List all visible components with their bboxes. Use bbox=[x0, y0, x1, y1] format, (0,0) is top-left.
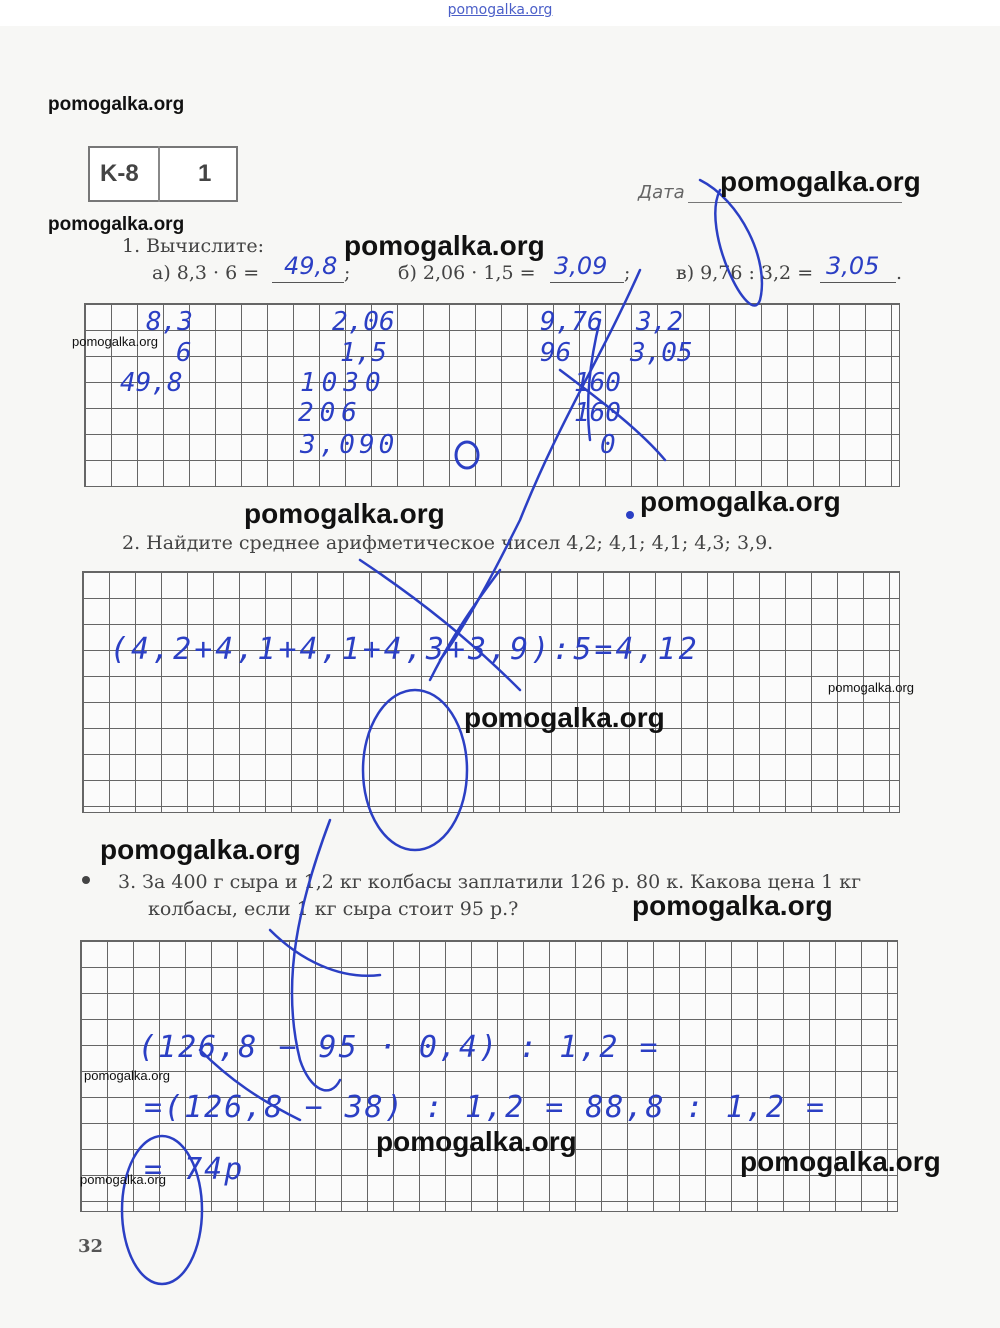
page-number: 32 bbox=[78, 1236, 104, 1257]
work-b-line4: 206 bbox=[298, 398, 363, 428]
badge-number: 1 bbox=[198, 160, 212, 187]
task1-b-answer: 3,09 bbox=[554, 252, 608, 280]
task1-a-semicolon: ; bbox=[344, 262, 351, 284]
task3-work-line2: =(126,8 − 38) : 1,2 = 88,8 : 1,2 = bbox=[144, 1090, 827, 1125]
watermark-9: pomogalka.org bbox=[464, 702, 665, 733]
work-c-sub1: 96 bbox=[540, 338, 572, 368]
task1-a-answer: 49,8 bbox=[284, 252, 338, 280]
task3-line2: колбасы, если 1 кг сыра стоит 95 р.? bbox=[148, 898, 519, 920]
work-b-line2: 1,5 bbox=[340, 338, 387, 368]
work-c-quotient: 3,05 bbox=[630, 338, 693, 368]
watermark-1: pomogalka.org bbox=[48, 94, 185, 115]
site-link[interactable]: pomogalka.org bbox=[447, 2, 553, 18]
task3-work-line1: (126,8 − 95 · 0,4) : 1,2 = bbox=[138, 1030, 660, 1065]
work-c-rem1: 160 bbox=[574, 368, 621, 398]
task2-work: (4,2+4,1+4,1+4,3+3,9):5=4,12 bbox=[110, 632, 700, 667]
task3-work-line3: = 74р bbox=[144, 1152, 245, 1187]
task1-a-expr: а) 8,3 · 6 = bbox=[152, 262, 260, 284]
watermark-3: pomogalka.org bbox=[720, 166, 921, 197]
work-c-rem2: 0 bbox=[600, 430, 616, 460]
watermark-4: pomogalka.org bbox=[344, 230, 545, 261]
watermark-8: pomogalka.org bbox=[828, 680, 914, 695]
watermark-15: pomogalka.org bbox=[80, 1172, 166, 1187]
watermark-11: pomogalka.org bbox=[632, 890, 833, 921]
work-b-line3: 1030 bbox=[300, 368, 387, 398]
watermark-13: pomogalka.org bbox=[376, 1126, 577, 1157]
watermark-10: pomogalka.org bbox=[100, 834, 301, 865]
watermark-2: pomogalka.org bbox=[48, 214, 185, 235]
task1-c-expr: в) 9,76 : 3,2 = bbox=[676, 262, 814, 284]
task1-c-period: . bbox=[896, 262, 903, 284]
task2-title: 2. Найдите среднее арифметическое чисел 4,2; 4,1; 4,1; 4,3; 3,9. bbox=[122, 532, 774, 554]
task3-line1: 3. За 400 г сыра и 1,2 кг колбасы заплатили 126 р. 80 к. Какова цена 1 кг bbox=[118, 871, 862, 893]
watermark-7: pomogalka.org bbox=[244, 498, 445, 529]
badge-code: K-8 bbox=[100, 160, 139, 187]
watermark-12: pomogalka.org bbox=[84, 1068, 170, 1083]
watermark-5: pomogalka.org bbox=[72, 334, 158, 349]
work-a-line1: 8,3 bbox=[146, 307, 193, 337]
watermark-14: pomogalka.org bbox=[740, 1146, 941, 1177]
task1-title: 1. Вычислите: bbox=[122, 235, 265, 257]
work-c-divisor: 3,2 bbox=[636, 307, 683, 337]
work-c-dividend: 9,76 bbox=[540, 307, 603, 337]
work-c-sub2: 160 bbox=[574, 398, 621, 428]
work-a-result: 49,8 bbox=[120, 368, 183, 398]
date-label: Дата bbox=[638, 182, 685, 203]
task1-b-semicolon: ; bbox=[624, 262, 631, 284]
work-b-result: 3,090 bbox=[300, 430, 399, 460]
work-a-line2: 6 bbox=[176, 338, 192, 368]
task1-b-expr: б) 2,06 · 1,5 = bbox=[398, 262, 536, 284]
work-b-line1: 2,06 bbox=[332, 307, 395, 337]
watermark-6: pomogalka.org bbox=[640, 486, 841, 517]
task1-c-answer: 3,05 bbox=[826, 252, 880, 280]
